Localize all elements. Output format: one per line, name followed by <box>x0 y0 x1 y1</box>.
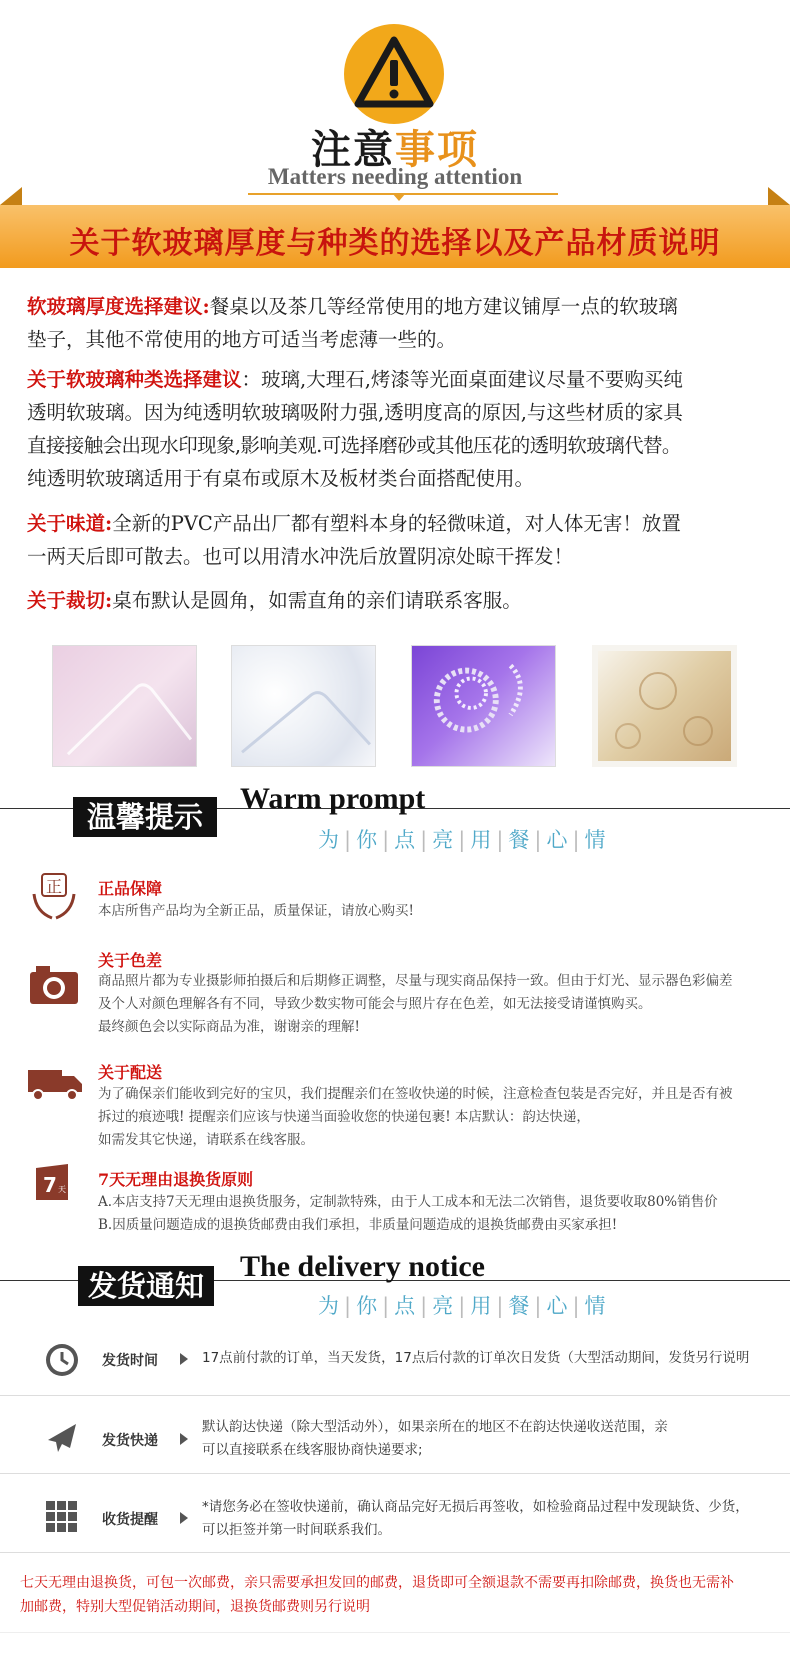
title-part-orange: 事项 <box>395 126 479 173</box>
floral-pattern-shape <box>598 651 731 761</box>
prompt-item-title: 正品保障 <box>98 879 163 898</box>
chevron-right-icon <box>180 1353 188 1365</box>
banner-corner-left <box>0 187 22 205</box>
calendar-7-icon <box>34 1162 70 1202</box>
delivery-row-text: 默认韵达快递（除大型活动外），如果亲所在的地区不在韵达快递收送范围，亲 可以直接联系在线客服协商快递要求; <box>202 1419 668 1458</box>
sample-image-clear-pink <box>52 645 197 767</box>
type-label: 关于软玻璃种类选择建议 <box>27 368 242 391</box>
thickness-text-2: 垫子，其他不常使用的地方可适当考虑薄一些的。 <box>27 328 457 351</box>
chevron-right-icon <box>180 1433 188 1445</box>
prompt-item-text: 商品照片都为专业摄影师拍摄后和后期修正调整，尽量与现实商品保持一致。但由于灯光、显示器色彩偏差 及个人对颜色理解各有不同，导致少数实物可能会与照片存在色差，如无法接受请谨慎购买。 最终颜色会以实际商品为准，谢谢亲的理解! <box>98 973 733 1035</box>
type-line: 玻璃,大理石,烤漆等光面桌面建议尽量不要购买纯 <box>261 368 683 391</box>
airplane-icon <box>44 1420 80 1456</box>
camera-icon <box>28 962 80 1006</box>
prompt-item-title: 关于配送 <box>98 1063 163 1082</box>
glass-edge-shape <box>232 646 375 766</box>
type-line: 直接接触会出现水印现象,影响美观.可选择磨砂或其他压花的透明软玻璃代替。 <box>27 434 681 457</box>
warm-prompt-title-en: Warm prompt <box>240 782 426 815</box>
smell-label: 关于味道: <box>27 512 113 535</box>
truck-icon <box>26 1066 84 1102</box>
sample-image-table-pattern <box>592 645 737 767</box>
delivery-row-label: 发货时间 <box>102 1353 158 1369</box>
thickness-label: 软玻璃厚度选择建议: <box>27 295 210 318</box>
svg-text:正: 正 <box>45 877 63 896</box>
sample-image-purple-flower <box>411 645 556 767</box>
cutting-text: 桌布默认是圆角，如需直角的亲们请联系客服。 <box>112 589 522 612</box>
genuine-hands-icon <box>30 872 78 920</box>
smell-paragraph <box>27 507 779 573</box>
footer-divider <box>0 1632 790 1633</box>
delivery-slogan: 为 | 你 | 点 | 亮 | 用 | 餐 | 心 | 情 <box>318 1294 608 1318</box>
prompt-item-text: 本店所售产品均为全新正品，质量保证，请放心购买! <box>98 903 414 919</box>
banner-corner-right <box>768 187 790 205</box>
smell-text-2: 一两天后即可散去。也可以用清水冲洗后放置阴凉处晾干挥发！ <box>27 545 574 568</box>
delivery-row-text: 17点前付款的订单，当天发货，17点后付款的订单次日发货（大型活动期间，发货另行说明 <box>202 1350 750 1366</box>
chevron-right-icon <box>180 1512 188 1524</box>
type-colon: ： <box>241 368 262 391</box>
type-paragraph <box>27 363 779 495</box>
prompt-item-title: 关于色差 <box>98 951 163 970</box>
smell-text: 全新的PVC产品出厂都有塑料本身的轻微味道，对人体无害！放置 <box>112 512 681 535</box>
banner-title: 关于软玻璃厚度与种类的选择以及产品材质说明 <box>69 226 721 261</box>
title-part-dark: 注意 <box>311 126 395 173</box>
delivery-badge: 发货通知 <box>78 1266 214 1306</box>
row-divider <box>0 1395 790 1396</box>
cutting-paragraph <box>27 584 779 617</box>
grid-icon <box>44 1499 80 1535</box>
svg-text:7: 7 <box>43 1173 57 1197</box>
row-divider <box>0 1552 790 1553</box>
prompt-item-text: A.本店支持7天无理由退换货服务，定制款特殊，由于人工成本和无法二次销售，退货要收取80%销售价 B.因质量问题造成的退换货邮费由我们承担，非质量问题造成的退换货邮费由买家承担! <box>98 1194 718 1233</box>
thickness-text: 餐桌以及茶几等经常使用的地方建议铺厚一点的软玻璃 <box>209 295 678 318</box>
warning-triangle-icon <box>352 34 436 110</box>
type-line: 纯透明软玻璃适用于有桌布或原木及板材类台面搭配使用。 <box>27 467 535 490</box>
warm-prompt-slogan: 为 | 你 | 点 | 亮 | 用 | 餐 | 心 | 情 <box>318 828 608 852</box>
sample-image-frosted <box>231 645 376 767</box>
delivery-row-text: *请您务必在签收快递前，确认商品完好无损后再签收，如检验商品过程中发现缺货、少货， 可以拒签并第一时间联系我们。 <box>202 1499 749 1538</box>
delivery-row-label: 收货提醒 <box>102 1512 158 1528</box>
type-line: 透明软玻璃。因为纯透明软玻璃吸附力强,透明度高的原因,与这些材质的家具 <box>27 401 683 424</box>
warm-prompt-badge: 温馨提示 <box>73 797 217 837</box>
clock-icon <box>44 1342 80 1378</box>
prompt-item-title: 7天无理由退换货原则 <box>98 1170 254 1189</box>
prompt-item-text: 为了确保亲们能收到完好的宝贝，我们提醒亲们在签收快递的时候，注意检查包装是否完好，并且是否有被 拆过的痕迹哦! 提醒亲们应该与快递当面验收您的快递包裹! 本店默认：韵达快递， 如需发其它快递，请联系在线客服。 <box>98 1086 733 1148</box>
cutting-label: 关于裁切: <box>27 589 113 612</box>
row-divider <box>0 1473 790 1474</box>
delivery-title-en: The delivery notice <box>240 1250 485 1283</box>
flower-pattern-shape <box>412 646 555 766</box>
page-subtitle-en: Matters needing attention <box>267 164 523 189</box>
glass-edge-shape <box>53 646 196 766</box>
return-policy-note: 七天无理由退换货，可包一次邮费，亲只需要承担发回的邮费，退货即可全额退款不需要再扣除邮费，换货也无需补 加邮费，特别大型促销活动期间，退换货邮费则另行说明 <box>20 1575 734 1615</box>
svg-text:天: 天 <box>58 1185 66 1194</box>
delivery-row-label: 发货快递 <box>102 1433 158 1449</box>
title-pointer <box>392 193 406 201</box>
thickness-paragraph <box>27 290 779 356</box>
